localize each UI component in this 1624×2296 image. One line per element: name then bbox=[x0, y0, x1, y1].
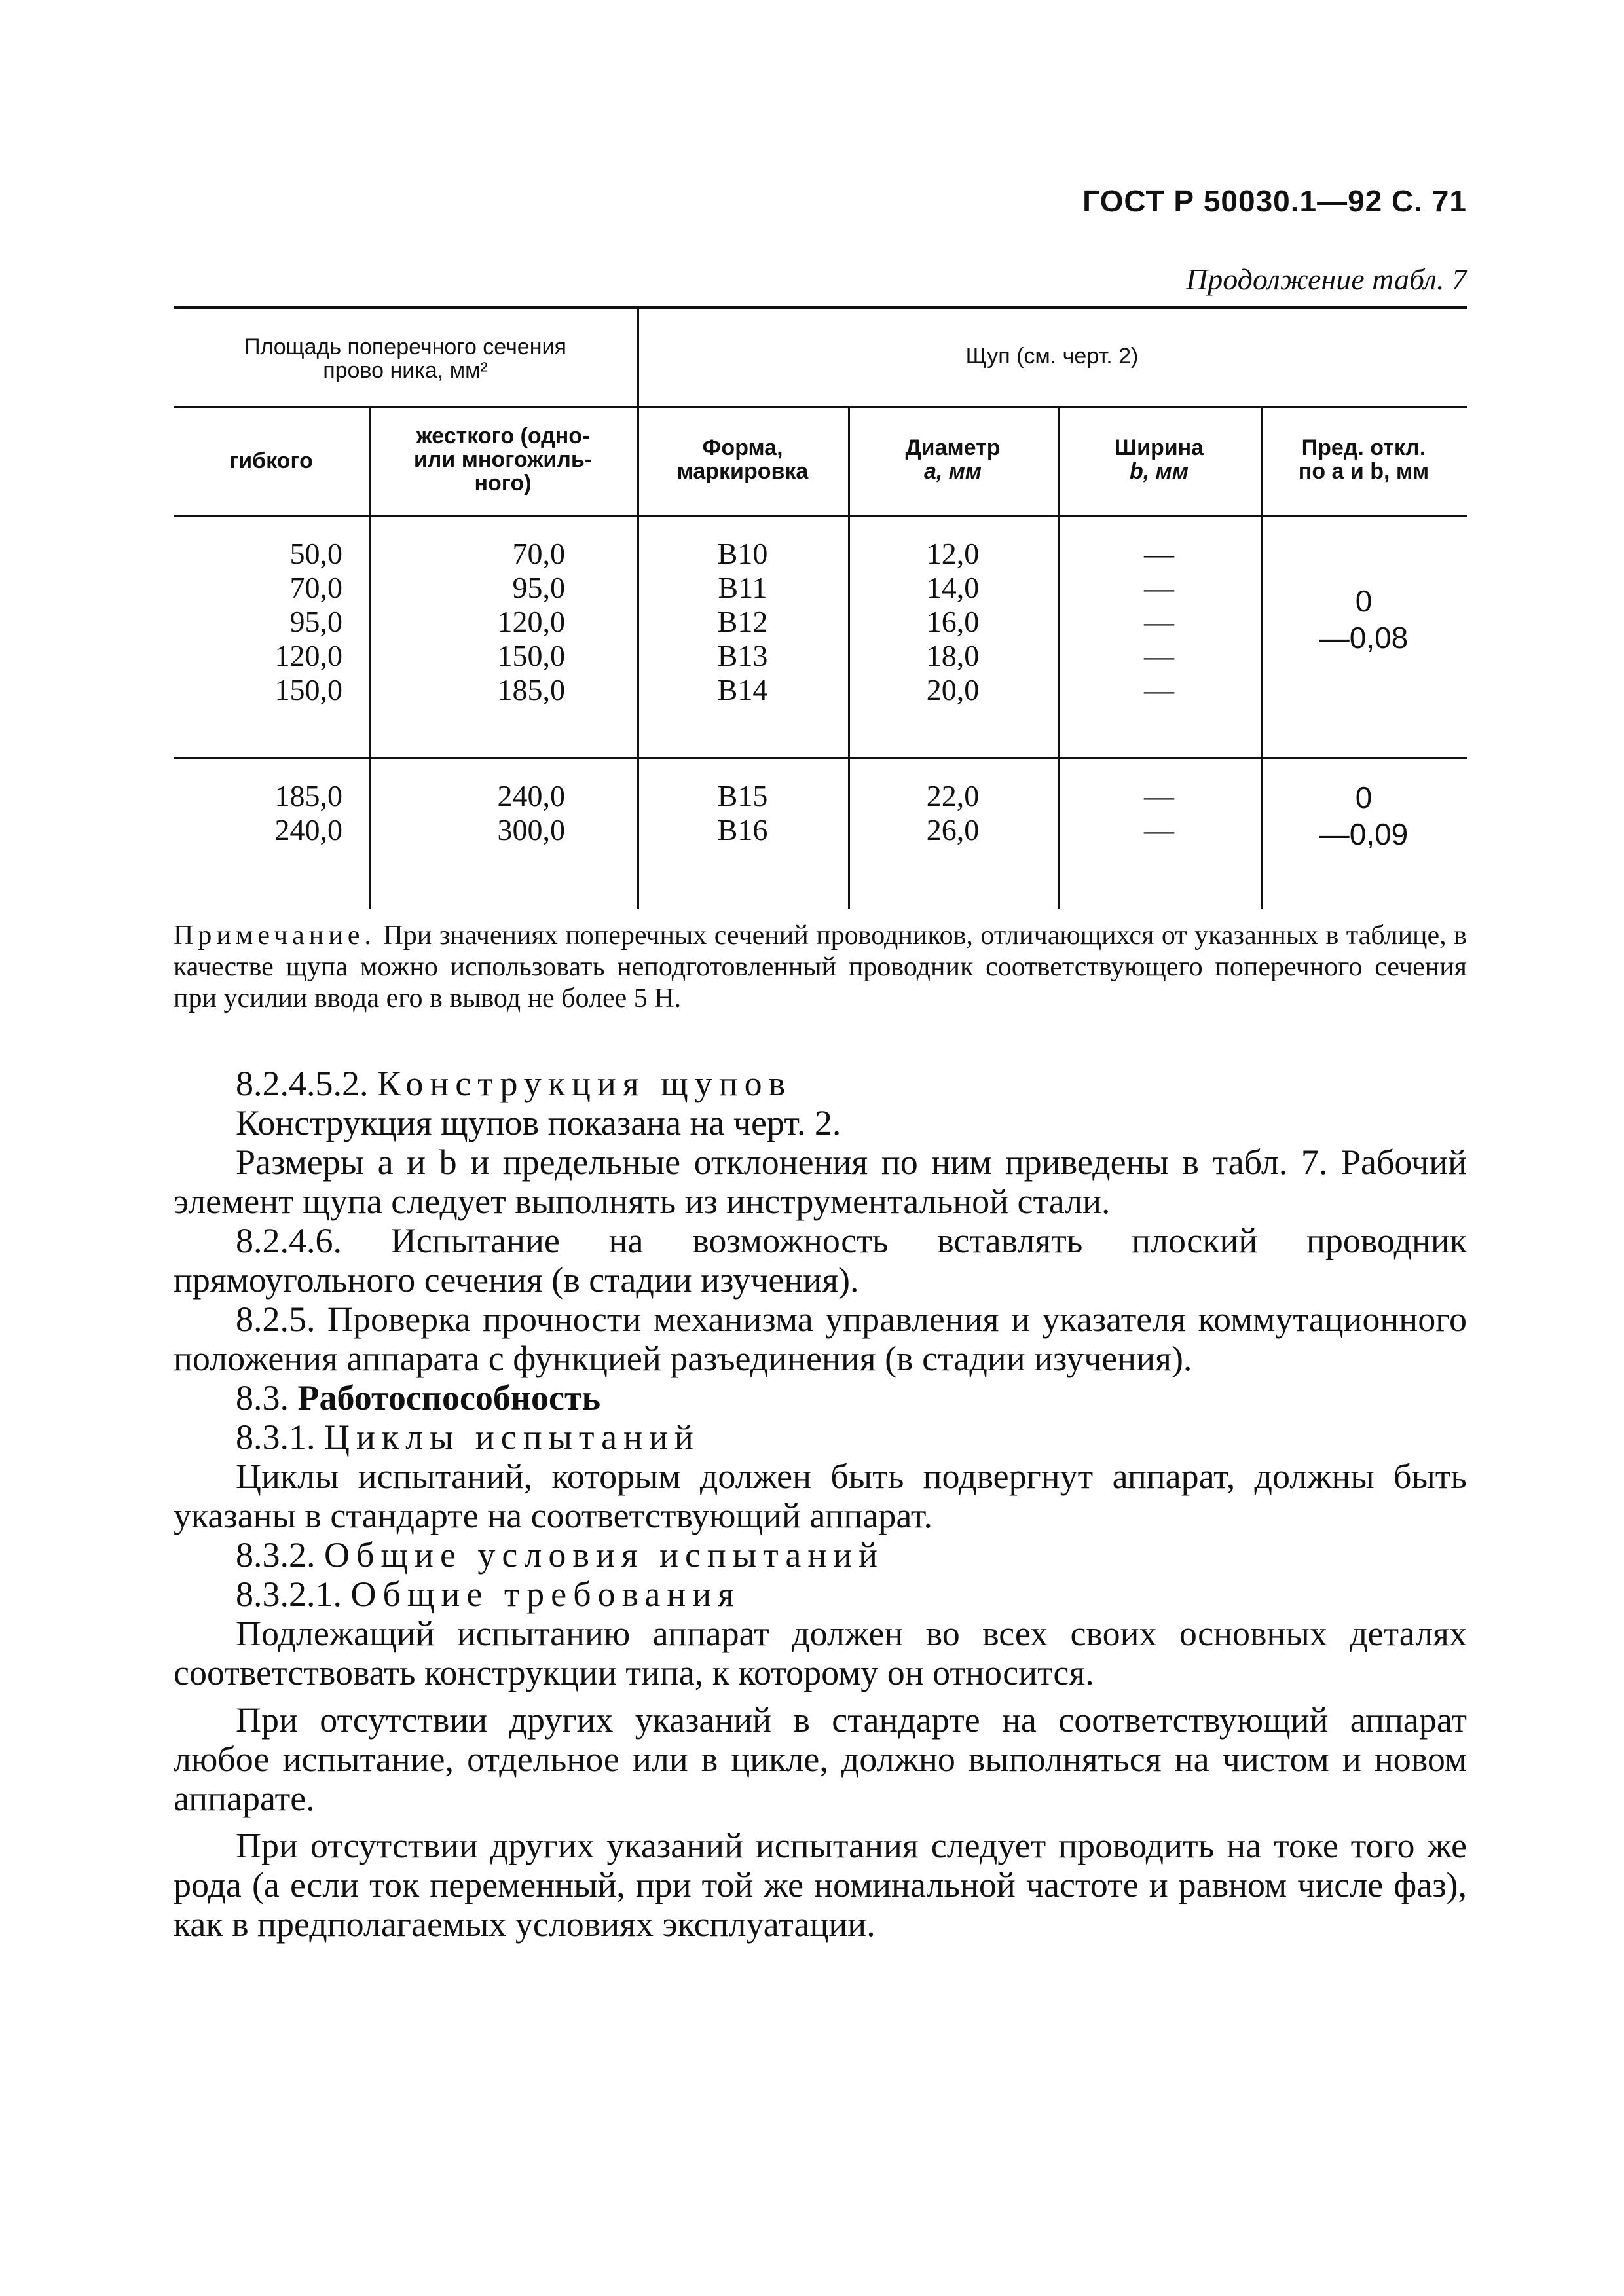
table-cell: 70,0 bbox=[289, 571, 342, 604]
table-cell: — bbox=[1144, 605, 1174, 638]
table-cell: — bbox=[1144, 813, 1174, 847]
header-rigid bbox=[369, 424, 637, 495]
section-title: Циклы испытаний bbox=[324, 1417, 700, 1457]
header-width-line: Ширина bbox=[1114, 435, 1204, 460]
table-cell: 300,0 bbox=[497, 813, 565, 847]
table-cell: — bbox=[1144, 673, 1174, 706]
table-note bbox=[174, 920, 1467, 1014]
table-cell: 26,0 bbox=[926, 813, 980, 847]
paragraph: Циклы испытаний, которым должен быть подвергнут аппарат, должны быть указаны в стандарте на соответствующий аппарат. bbox=[174, 1457, 1467, 1535]
table-cell: — bbox=[1144, 779, 1174, 812]
section-heading bbox=[174, 1575, 1467, 1614]
section-title: Конструкция щупов bbox=[377, 1064, 792, 1103]
page-header: ГОСТ Р 50030.1—92 С. 71 bbox=[1082, 184, 1467, 218]
tolerance-upper: 0 bbox=[1355, 780, 1373, 814]
paragraph: 8.2.4.6. Испытание на возможность вставлять плоский проводник прямоугольного сечения (в стадии изучения). bbox=[174, 1221, 1467, 1300]
header-rigid-line: ного) bbox=[474, 471, 532, 496]
diameter-column bbox=[848, 779, 1058, 847]
width-column bbox=[1058, 779, 1261, 847]
table-cell: 150,0 bbox=[497, 639, 565, 672]
table-cell: В16 bbox=[717, 813, 768, 847]
table-cell: 95,0 bbox=[289, 605, 342, 638]
header-diameter-line: Диаметр bbox=[905, 435, 1001, 460]
table-cell: В13 bbox=[717, 639, 768, 672]
tolerance-cell bbox=[1261, 583, 1467, 656]
group-separator-rule bbox=[174, 757, 1467, 759]
header-tolerance-line: Пред. откл. bbox=[1301, 435, 1426, 460]
table-cell: В15 bbox=[717, 779, 768, 812]
section-number: 8.3. bbox=[236, 1378, 289, 1417]
paragraph: Подлежащий испытанию аппарат должен во всех своих основных деталях соответствовать конструкции типа, к которому он относится. bbox=[174, 1614, 1467, 1692]
header-conductor-area: Площадь поперечного сечения прово ника, мм² bbox=[244, 335, 566, 383]
table-cell: В14 bbox=[717, 673, 768, 706]
paragraph: При отсутствии других указаний в стандарте на соответствующий аппарат любое испытание, отдельное или в цикле, должно выполняться на чистом и новом аппарате. bbox=[174, 1700, 1467, 1818]
table-cell: 20,0 bbox=[926, 673, 980, 706]
diameter-column bbox=[848, 537, 1058, 707]
form-column bbox=[637, 779, 848, 847]
header-form bbox=[637, 436, 848, 483]
section-heading bbox=[174, 1417, 1467, 1457]
header-diameter-line: a, мм bbox=[923, 459, 982, 484]
table-top-rule bbox=[174, 306, 1467, 309]
header-rigid-line: или многожиль- bbox=[413, 447, 593, 472]
section-title: Общие требования bbox=[350, 1575, 741, 1614]
header-probe: Щуп (см. черт. 2) bbox=[965, 344, 1139, 369]
header-rigid-line: жесткого (одно- bbox=[416, 424, 590, 448]
section-number: 8.3.2. bbox=[236, 1535, 316, 1575]
tolerance-lower: —0,08 bbox=[1319, 621, 1409, 655]
header-bottom-rule bbox=[174, 515, 1467, 517]
note-text: При значениях поперечных сечений проводников, отличающихся от указанных в таблице, в качестве щупа можно использовать неподготовленный проводник соответствующего поперечного сечения при усилии ввода его в вывод не более 5 Н. bbox=[174, 920, 1467, 1013]
rigid-column bbox=[369, 537, 637, 707]
table-cell: — bbox=[1144, 537, 1174, 570]
flexible-column bbox=[174, 779, 369, 847]
header-form-line: Форма, bbox=[702, 435, 783, 460]
table-cell: 16,0 bbox=[926, 605, 980, 638]
note-label: Примечание. bbox=[174, 920, 376, 951]
paragraph: 8.2.5. Проверка прочности механизма управления и указателя коммутационного положения аппарата с функцией разъединения (в стадии изучения). bbox=[174, 1300, 1467, 1378]
probe-table bbox=[174, 306, 1467, 909]
table-cell: 14,0 bbox=[926, 571, 980, 604]
header-flexible: гибкого bbox=[229, 448, 313, 473]
tolerance-upper: 0 bbox=[1355, 584, 1373, 618]
form-column bbox=[637, 537, 848, 707]
header-tolerance-line: по a и b, мм bbox=[1298, 459, 1430, 484]
table-cell: В12 bbox=[717, 605, 768, 638]
section-heading bbox=[174, 1535, 1467, 1575]
table-cell: 12,0 bbox=[926, 537, 980, 570]
header-form-line: маркировка bbox=[676, 459, 809, 484]
section-title: Общие условия испытаний bbox=[324, 1535, 885, 1575]
header-tolerance bbox=[1261, 436, 1467, 483]
section-number: 8.3.1. bbox=[236, 1417, 316, 1457]
table-cell: 120,0 bbox=[497, 605, 565, 638]
section-number: 8.2.4.5.2. bbox=[236, 1064, 369, 1103]
table-cell: 95,0 bbox=[512, 571, 565, 604]
flexible-column bbox=[174, 537, 369, 707]
section-heading bbox=[174, 1064, 1467, 1103]
rigid-column bbox=[369, 779, 637, 847]
table-cell: 70,0 bbox=[512, 537, 565, 570]
table-cell: — bbox=[1144, 571, 1174, 604]
width-column bbox=[1058, 537, 1261, 707]
table-cell: В11 bbox=[718, 571, 767, 604]
paragraph: При отсутствии других указаний испытания следует проводить на токе того же рода (а если ток переменный, при той же номинальной частоте и равном числе фаз), как в предполагаемых условиях эксплуатации. bbox=[174, 1826, 1467, 1944]
table-cell: 50,0 bbox=[289, 537, 342, 570]
tolerance-cell bbox=[1261, 779, 1467, 852]
table-cell: 185,0 bbox=[497, 673, 565, 706]
section-heading bbox=[174, 1378, 1467, 1417]
table-cell: 22,0 bbox=[926, 779, 980, 812]
table-cell: 240,0 bbox=[274, 813, 342, 847]
tolerance-lower: —0,09 bbox=[1319, 817, 1409, 851]
table-cell: — bbox=[1144, 639, 1174, 672]
table-cell: 240,0 bbox=[497, 779, 565, 812]
header-width-line: b, мм bbox=[1130, 459, 1189, 484]
section-number: 8.3.2.1. bbox=[236, 1575, 342, 1614]
table-cell: В10 bbox=[717, 537, 768, 570]
table-cell: 18,0 bbox=[926, 639, 980, 672]
table-cell: 120,0 bbox=[274, 639, 342, 672]
header-mid-rule bbox=[174, 406, 1467, 408]
header-diameter bbox=[848, 436, 1058, 483]
header-width bbox=[1058, 436, 1261, 483]
table-cell: 185,0 bbox=[274, 779, 342, 812]
table-continuation-label: Продолжение табл. 7 bbox=[1186, 263, 1467, 296]
paragraph: Конструкция щупов показана на черт. 2. bbox=[236, 1103, 841, 1142]
paragraph: Размеры a и b и предельные отклонения по ним приведены в табл. 7. Рабочий элемент щупа следует выполнять из инструментальной стали. bbox=[174, 1142, 1467, 1221]
section-title: Работоспособность bbox=[297, 1378, 601, 1417]
table-cell: 150,0 bbox=[274, 673, 342, 706]
body-text bbox=[174, 1064, 1467, 1944]
